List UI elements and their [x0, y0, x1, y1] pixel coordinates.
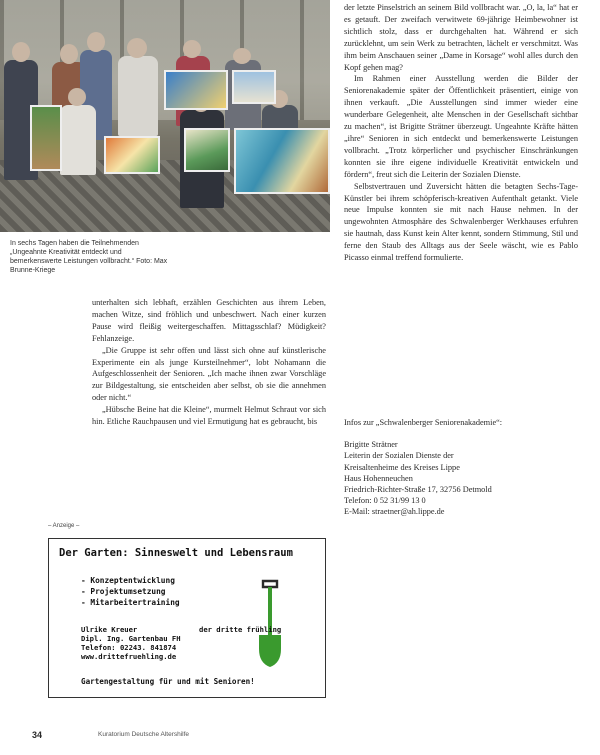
article-photo	[0, 0, 330, 232]
photo-person-head	[127, 38, 147, 58]
contact-line: Haus Hohenneuchen	[344, 473, 413, 483]
magazine-name: Kuratorium Deutsche Altershilfe	[98, 731, 190, 738]
photo-painting	[184, 128, 230, 172]
photo-person-head	[68, 88, 86, 106]
photo-painting	[232, 70, 276, 104]
ad-services	[81, 575, 180, 608]
photo-person-head	[233, 48, 251, 64]
article-column-left	[92, 297, 326, 428]
photo-person-head	[87, 32, 105, 52]
paragraph: der letzte Pinselstrich an seinem Bild vollbracht war. „O, la, la“ hat er es getauft. Der zweifach verwitwete 69-jährige Heimbewohner ist sichtlich stolz, dass er durchgehalten hat. Während er sich zurücklehnt, um sein Werk zu betrachten, lächelt er verschmitzt. Was ihm beim Anschauen seiner „Dame in Korsage“ wohl alles durch den Kopf gehen mag?	[344, 3, 578, 72]
photo-painting	[104, 136, 160, 174]
contact-info	[344, 417, 584, 518]
article-column-right	[344, 2, 578, 264]
contact-line: Kreisaltenheime des Kreises Lippe	[344, 462, 460, 472]
photo-person-head	[183, 40, 201, 58]
page-number: 34	[32, 730, 43, 740]
ad-website-link[interactable]: www.drittefruehling.de	[81, 652, 177, 661]
paragraph: Im Rahmen einer Ausstellung werden die Bilder der Seniorenakademie später der Öffentlichkeit präsentiert, einige von ihnen verkauft. „Die Ausstellungen sind immer wieder eine wunderbare Gelegenheit, alte Menschen in der Gesellschaft sichtbar zu machen“, ist Brigitte Strätner überzeugt. Ungeahnte Kräfte hätten „ihre“ Senioren in sich entdeckt und bemerkenswerte Leistungen vollbracht. „Trotz körperlicher und psychischer Einschränkungen konnten sie ihre eigene individuelle Kreativität entwickeln und fördern“, freut sich die Leiterin der Sozialen Dienste.	[344, 74, 578, 179]
photo-person	[118, 56, 158, 136]
paragraph: „Hübsche Beine hat die Kleine“, murmelt Helmut Schraut vor sich hin. Etliche Rauchpausen und viel Ermutigung hat es gebraucht, bis	[92, 405, 326, 427]
ad-contact-line: Telefon: 02243. 841874	[81, 643, 177, 652]
photo-person-head	[60, 44, 78, 64]
paragraph: „Die Gruppe ist sehr offen und lässt sich ohne auf künstlerische Experimente ein als junge Kursteilnehmer“, lobt Nohamann die Aufgeschlossenheit der Senioren. „Ich mache ihnen zwar Vorschläge zur Bildgestaltung, sie entscheiden aber selbst, ob sie die annehmen oder nicht.“	[92, 345, 326, 403]
ad-brand-name: der dritte frühling	[199, 625, 282, 634]
contact-intro: Infos zur „Schwalenberger Seniorenakademie“:	[344, 418, 503, 427]
paragraph: Selbstvertrauen und Zuversicht hätten die betagten Sechs-Tage-Künstler bei ihrem schöpferisch-kreativen Aufenthalt getankt. Viele neue Impulse konnten sie mit nach Hause nehmen. In der ungewohnten Atmosphäre des Schwalenberger Werkhauses erfuhren sie hautnah, dass Kunst kein Alter kennt, sondern Stimmung, Stil und ferne den Staub des Alltags aus der Seele wäscht, wie es Pablo Picasso einmal treffend formulierte.	[344, 181, 578, 263]
ad-service-item: - Mitarbeitertraining	[81, 598, 180, 607]
ad-service-item: - Projektumsetzung	[81, 587, 166, 596]
ad-contact-line: Dipl. Ing. Gartenbau FH	[81, 634, 181, 643]
paragraph: unterhalten sich lebhaft, erzählen Geschichten aus ihrem Leben, machen Witze, sind fröhlich und unbeschwert. Nach einer kurzen Pause wird fleißig weitergeschaffen. Mittagsschlaf? Müdigkeit? Fehlanzeige.	[92, 298, 326, 343]
ad-title: Der Garten: Sinneswelt und Lebensraum	[59, 547, 293, 559]
photo-person	[60, 105, 96, 175]
contact-email: E-Mail: straetner@ah.lippe.de	[344, 507, 445, 517]
ad-contact-line: Ulrike Kreuer	[81, 625, 138, 634]
photo-painting	[30, 105, 62, 171]
spade-logo-icon	[239, 579, 303, 669]
advertisement	[48, 538, 326, 698]
photo-painting	[234, 128, 330, 194]
contact-line: Brigitte Strätner	[344, 440, 398, 450]
ad-contact	[81, 625, 181, 661]
contact-line: Friedrich-Richter-Straße 17, 32756 Detmold	[344, 485, 492, 495]
ad-footer: Gartengestaltung für und mit Senioren!	[81, 677, 255, 686]
ad-label: – Anzeige –	[48, 523, 80, 529]
photo-caption: In sechs Tagen haben die Teilnehmenden „Ungeahnte Kreativität entdeckt und bemerkenswerte Leistungen vollbracht.“ Foto: Max Brunne-Kriege	[10, 240, 168, 274]
ad-service-item: - Konzeptentwicklung	[81, 576, 175, 585]
contact-line: Leiterin der Sozialen Dienste der	[344, 451, 454, 461]
photo-person-head	[12, 42, 30, 62]
contact-line: Telefon: 0 52 31/99 13 0	[344, 496, 426, 506]
photo-painting	[164, 70, 228, 110]
